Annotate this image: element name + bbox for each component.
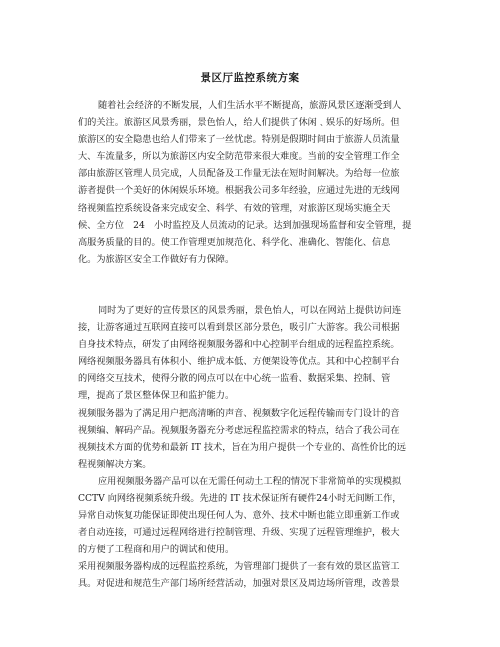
text-line: 部由旅游区管理人员完成，人员配备及工作量无法在短时间解决。为给每一位旅: [78, 168, 400, 180]
document-title: 景区厅监控系统方案: [200, 72, 300, 84]
text-line: 视频编、解码产品。视频服务器充分考虑远程监控需求的特点，结合了我公司在: [78, 424, 400, 436]
text-line: 的方便了工程商和用户的调试和使用。: [78, 544, 235, 556]
text-line: 随着社会经济的不断发展，人们生活水平不断提高，旅游风景区逐渐受到人: [98, 100, 402, 111]
paragraph-gap: [78, 268, 430, 302]
text-line: 游者提供一个美好的休闲娱乐环境。根据我公司多年经验，应通过先进的无线网: [78, 185, 400, 197]
text-line: 网络视频服务器具有体积小、维护成本低、方便架设等优点。其和中心控制平台: [78, 356, 400, 368]
text-line: 旅游区的安全隐患也给人们带来了一丝忧虑。特别是假期时间由于旅游人员流量: [78, 134, 400, 146]
text-line: 采用视频服务器构成的远程监控系统，为管理部门提供了一套有效的景区监管工: [78, 561, 400, 573]
text-line: 程视频解决方案。: [78, 458, 152, 470]
text-line: 候、全方位 24 小时监控及人员流动的记录。达到加强现场监督和安全管理，提: [78, 219, 412, 231]
text-line: 同时为了更好的宣传景区的风景秀丽，景色怡人，可以在网站上提供访问连: [98, 304, 402, 316]
text-line: 视频服务器为了满足用户把高清晰的声音、视频数字化远程传输而专门设计的音: [78, 407, 400, 419]
text-line: 络视频监控系统设备来完成安全、科学、有效的管理，对旅游区现场实施全天: [78, 202, 391, 214]
document-body: [78, 97, 430, 593]
text-line: 应用视频服务器产品可以在无需任何动土工程的情况下非常简单的实现模拟: [98, 475, 402, 487]
text-line: CCTV 向网络视频系统升级。先进的 IT 技术保证所有硬件24小时无间断工作，: [78, 492, 402, 504]
text-line: 视频技术方面的优势和最新 IT 技术，旨在为用户提供一个专业的、高性价比的远: [78, 441, 406, 453]
paragraph-2: [78, 302, 430, 593]
paragraph-1: [78, 97, 430, 268]
text-line: 接，让游客通过互联网直接可以看到景区部分景色，吸引广大游客。我公司根据: [78, 322, 400, 334]
text-line: 们的关注。旅游区风景秀丽，景色怡人，给人们提供了休闲﹑娱乐的好场所。但: [78, 117, 400, 129]
text-line: 自身技术特点，研发了由网络视频服务器和中心控制平台组成的远程监控系统。: [78, 339, 400, 351]
text-line: 的网络交互技术，使得分散的网点可以在中心统一监看、数据采集、控制、管: [78, 373, 391, 385]
text-line: 异常自动恢复功能保证即使出现任何人为、意外、技术中断也能立即重新工作或: [78, 510, 400, 522]
text-line: 高服务质量的目的。使工作管理更加规范化、科学化、准确化、智能化、信息: [78, 236, 391, 248]
text-line: 理，提高了景区整体保卫和监护能力。: [78, 390, 235, 402]
text-line: 具。对促进和规范生产部门场所经营活动，加强对景区及周边场所管理，改善景: [78, 578, 400, 590]
text-line: 化。为旅游区安全工作做好有力保障。: [78, 253, 235, 265]
text-line: 者自动连接，可通过远程网络进行控制管理、升级、实现了远程管理维护，极大: [78, 527, 400, 539]
text-line: 大、车流量多，所以为旅游区内安全防范带来很大难度。当前的安全管理工作全: [78, 151, 400, 163]
